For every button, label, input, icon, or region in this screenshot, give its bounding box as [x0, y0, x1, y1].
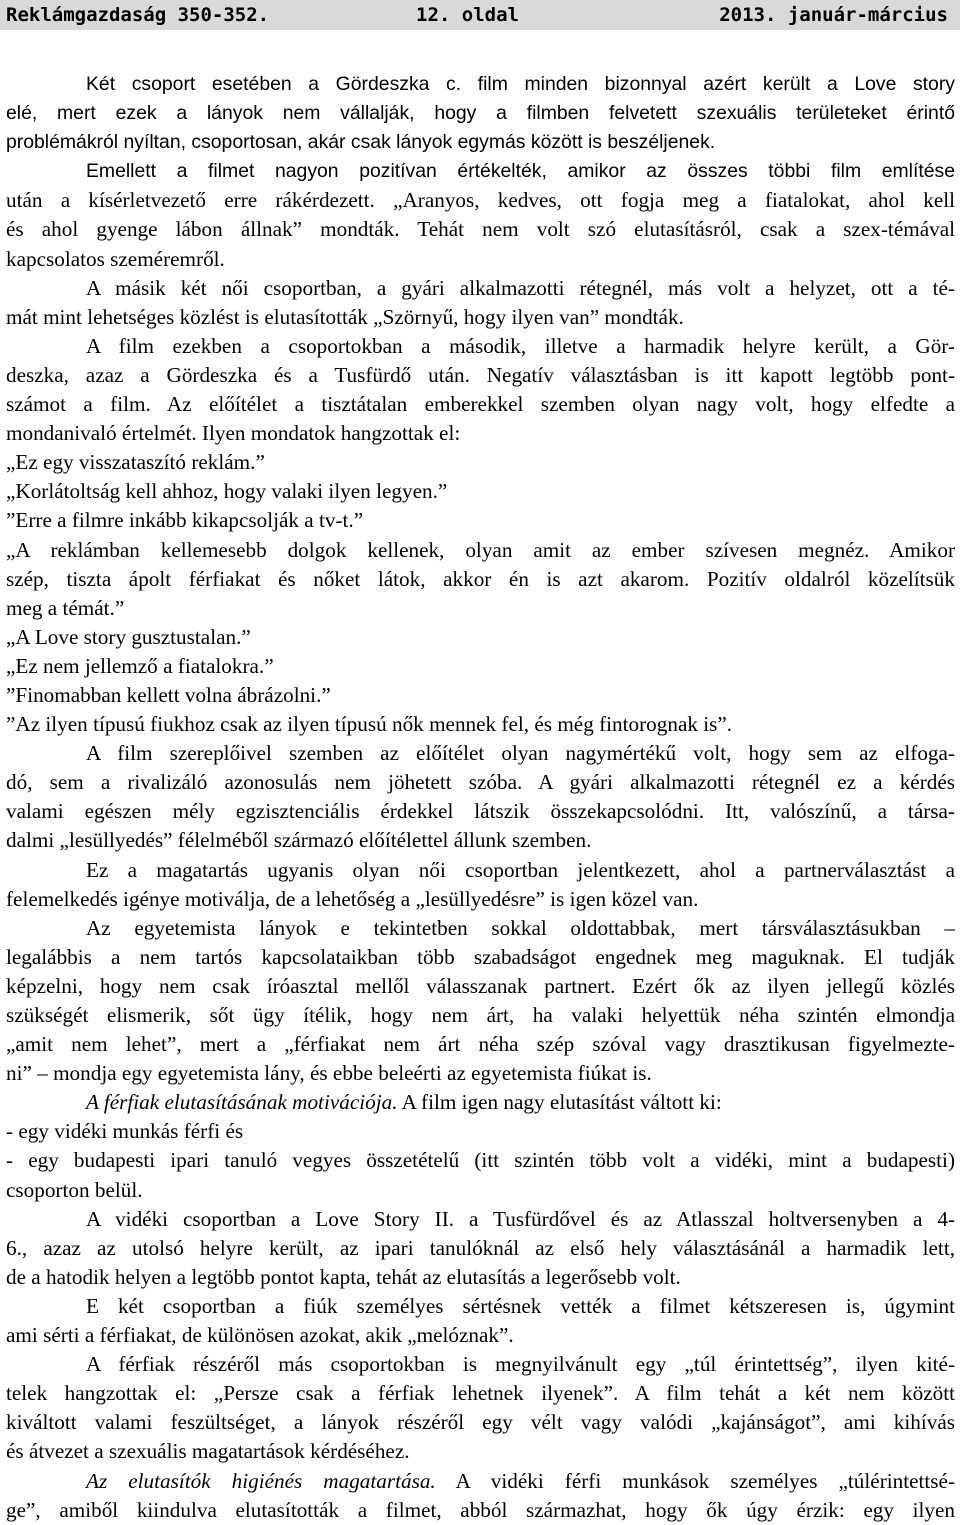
text-line: legalábbis a nem tartós kapcsolataikban több szabadságot engednek meg maguknak. El tudják — [6, 944, 955, 969]
text-line — [6, 1467, 955, 1496]
text-line: ”Az ilyen típusú fiukhoz csak az ilyen típusú nők mennek fel, és még fintorognak is”. — [6, 712, 733, 737]
text-line: „A reklámban kellemesebb dolgok kellenek, olyan amit az ember szívesen megnéz. Amikor — [6, 537, 955, 562]
text-line: A vidéki csoportban a Love Story II. a Tusfürdővel és az Atlasszal holtversenyben a 4- — [86, 1206, 955, 1231]
text-line: Az egyetemista lányok e tekintetben sokkal oldottabbak, mert társválasztásukban – — [86, 915, 955, 940]
italic-heading: Az elutasítók higiénés magatartása. — [86, 1468, 436, 1493]
text-line: mát mint lehetséges közlést is elutasították „Szörnyű, hogy ilyen van” mondták. — [6, 304, 684, 329]
text-line: 6., azaz az utolsó helyre került, az ipari tanulóknál az első hely választásánál a harmadik lett, — [6, 1235, 955, 1260]
text-line: telek hangzottak el: „Persze csak a férfiak lehetnek ilyenek”. A film tehát a két nem között — [6, 1381, 955, 1406]
text-line: és átvezet a szexuális magatartások kérdéséhez. — [6, 1439, 410, 1464]
text-line: dalmi „lesüllyedés” félelméből származó előítélettel állunk szemben. — [6, 828, 592, 853]
text-line: de a hatodik helyen a legtöbb pontot kapta, tehát az elutasítás a legerősebb volt. — [6, 1264, 681, 1289]
text-line: problémákról nyíltan, csoportosan, akár csak lányok egymás között is beszéljenek. — [6, 131, 716, 154]
header-page-number: 12. oldal — [416, 4, 519, 26]
text-line: felemelkedés igénye motiválja, de a lehetőség a „lesüllyedésre” is igen közel van. — [6, 886, 699, 911]
text-line: képzelni, hogy nem csak íróasztal mellől válasszanak partnert. Ezért ők az ilyen jellegű közlés — [6, 973, 955, 998]
text-line: dó, sem a rivalizáló azonosulás nem jöhetett szóba. A gyári alkalmazotti rétegnél ez a kérdés — [6, 770, 955, 795]
text-line: A férfiak részéről más csoportokban is megnyilvánult egy „túl érintettség”, ilyen kité- — [86, 1352, 955, 1377]
italic-heading: A férfiak elutasításának motivációja. — [86, 1090, 398, 1115]
text-line: szükségét elismerik, sőt ügy ítélik, hogy nem árt, ha valaki helyettük néha szintén elmondja — [6, 1003, 955, 1027]
text-line: deszka, azaz a Gördeszka és a Tusfürdő után. Negatív választásban is itt kapott legtöbb pont- — [6, 362, 955, 387]
text-line: - egy budapesti ipari tanuló vegyes összetételű (itt szintén több volt a vidéki, mint a budapesti) — [6, 1148, 955, 1173]
text-line: szép, tiszta ápolt férfiakat és nőket látok, akkor én is azt akarom. Pozitív oldalról közelítsük — [6, 566, 955, 591]
text-line: ami sérti a férfiakat, de különösen azokat, akik „melóznak”. — [6, 1323, 514, 1348]
text-line: ”Finomabban kellett volna ábrázolni.” — [6, 682, 331, 707]
text-line: A film szereplőivel szemben az előítélet olyan nagymértékű volt, hogy sem az elfoga- — [86, 741, 955, 766]
text-line: „Korlátoltság kell ahhoz, hogy valaki ilyen legyen.” — [6, 479, 448, 504]
text-line: „Ez egy visszataszító reklám.” — [6, 450, 265, 475]
text-line: és ahol gyenge lábon állnak” mondták. Tehát nem volt szó elutasításról, csak a szex-témával — [6, 217, 955, 242]
text-line: ge”, amiből kiindulva elutasították a filmet, abból származhat, hogy ők úgy érzik: egy ilyen — [6, 1497, 955, 1522]
text-line: Két csoport esetében a Gördeszka c. film minden bizonnyal azért került a Love story — [86, 73, 955, 95]
document-body — [6, 70, 955, 1525]
line-rest: A vidéki férfi munkások személyes „túlérintettsé- — [435, 1468, 955, 1493]
text-line: E két csoportban a fiúk személyes sértésnek vették a filmet kétszeresen is, úgymint — [86, 1293, 955, 1318]
text-line: A film ezekben a csoportokban a második, illetve a harmadik helyre került, a Gör- — [86, 333, 955, 358]
text-line: elé, mert ezek a lányok nem vállalják, hogy a filmben felvetett szexuális területeket érintő — [6, 102, 955, 125]
text-line: „amit nem lehet”, mert a „férfiakat nem árt néha szép szóval vagy drasztikusan figyelmezte- — [6, 1032, 955, 1057]
text-line: után a kísérletvezető erre rákérdezett. „Aranyos, kedves, ott fogja meg a fiatalokat, ahol kell — [6, 188, 955, 213]
text-line: meg a témát.” — [6, 595, 125, 620]
text-line: valami egészen mély egzisztenciális érdekkel látszik összekapcsolódni. Itt, valószínű, a társa- — [6, 799, 955, 824]
text-line: Ez a magatartás ugyanis olyan női csoportban jelentkezett, ahol a partnerválasztást a — [86, 857, 955, 882]
header-date: 2013. január-március — [719, 4, 948, 26]
text-line — [6, 1088, 955, 1117]
line-rest: A film igen nagy elutasítást váltott ki: — [397, 1090, 722, 1115]
text-line: kapcsolatos szeméremről. — [6, 246, 225, 271]
text-line: „Ez nem jellemző a fiatalokra.” — [6, 653, 274, 678]
text-line: csoporton belül. — [6, 1177, 143, 1202]
text-line: számot a film. Az előítélet a tisztátalan emberekkel szemben olyan nagy volt, hogy elfedte a — [6, 392, 955, 417]
header-publication: Reklámgazdaság 350-352. — [6, 4, 270, 26]
text-line: A másik két női csoportban, a gyári alkalmazotti rétegnél, más volt a helyzet, ott a té- — [86, 275, 955, 300]
text-line: ni” – mondja egy egyetemista lány, és ebbe beleérti az egyetemista fiúkat is. — [6, 1061, 652, 1086]
page-header — [0, 0, 960, 30]
text-line: kiváltott valami feszültséget, a lányok részéről egy vélt vagy valódi „kajánságot”, ami kihívás — [6, 1410, 955, 1435]
text-line: „A Love story gusztustalan.” — [6, 624, 251, 649]
text-line: mondanivaló értelmét. Ilyen mondatok hangzottak el: — [6, 421, 461, 446]
text-line: ”Erre a filmre inkább kikapcsolják a tv-t.” — [6, 508, 364, 533]
text-line: - egy vidéki munkás férfi és — [6, 1119, 244, 1144]
text-line: Emellett a filmet nagyon pozitívan értékelték, amikor az összes többi film említése — [86, 160, 955, 183]
